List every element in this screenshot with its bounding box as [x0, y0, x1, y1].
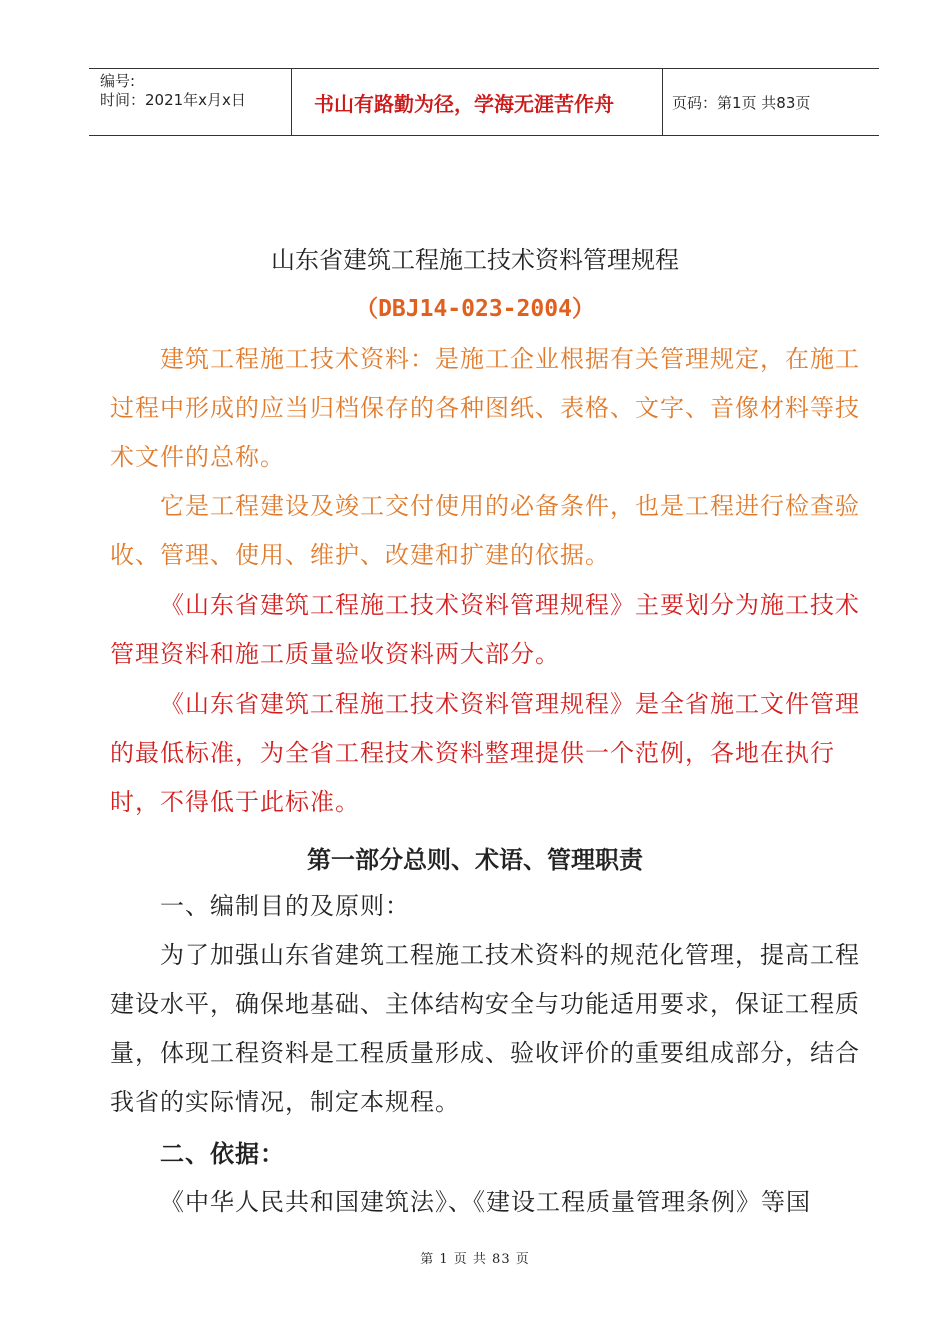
header-meta [89, 69, 292, 135]
page-footer: 第 1 页 共 83 页 [420, 1252, 530, 1267]
paragraph-definition: 建筑工程施工技术资料：是施工企业根据有关管理规定，在施工过程中形成的应当归档保存的各种图纸、表格、文字、音像材料等技术文件的总称。 [110, 345, 860, 471]
paragraph-division: 《山东省建筑工程施工技术资料管理规程》主要划分为施工技术管理资料和施工质量验收资料两大部分。 [110, 591, 860, 668]
document-title: 山东省建筑工程施工技术资料管理规程 [271, 246, 679, 274]
document-time-label: 时间：2021年x月x日 [100, 91, 246, 109]
document-code: （DBJ14-023-2004） [355, 296, 595, 322]
section1-heading: 一、编制目的及原则： [160, 892, 410, 920]
header-motto: 书山有路勤为径，学海无涯苦作舟 [292, 69, 663, 135]
page-header [89, 68, 879, 136]
section2-body: 《中华人民共和国建筑法》、《建设工程质量管理条例》等国 [160, 1188, 811, 1216]
paragraph-purpose: 它是工程建设及竣工交付使用的必备条件，也是工程进行检查验收、管理、使用、维护、改建和扩建的依据。 [110, 492, 860, 569]
document-number-label: 编号: [100, 72, 136, 90]
section2-heading: 二、依据： [160, 1139, 285, 1168]
section1-body: 为了加强山东省建筑工程施工技术资料的规范化管理，提高工程建设水平，确保地基础、主体结构安全与功能适用要求，保证工程质量，体现工程资料是工程质量形成、验收评价的重要组成部分，结合我省的实际情况，制定本规程。 [110, 941, 860, 1116]
paragraph-standard: 《山东省建筑工程施工技术资料管理规程》是全省施工文件管理的最低标准，为全省工程技术资料整理提供一个范例，各地在执行时，不得低于此标准。 [110, 690, 860, 816]
header-page-info: 页码：第1页 共83页 [672, 93, 811, 112]
part-heading: 第一部分总则、术语、管理职责 [307, 845, 643, 874]
